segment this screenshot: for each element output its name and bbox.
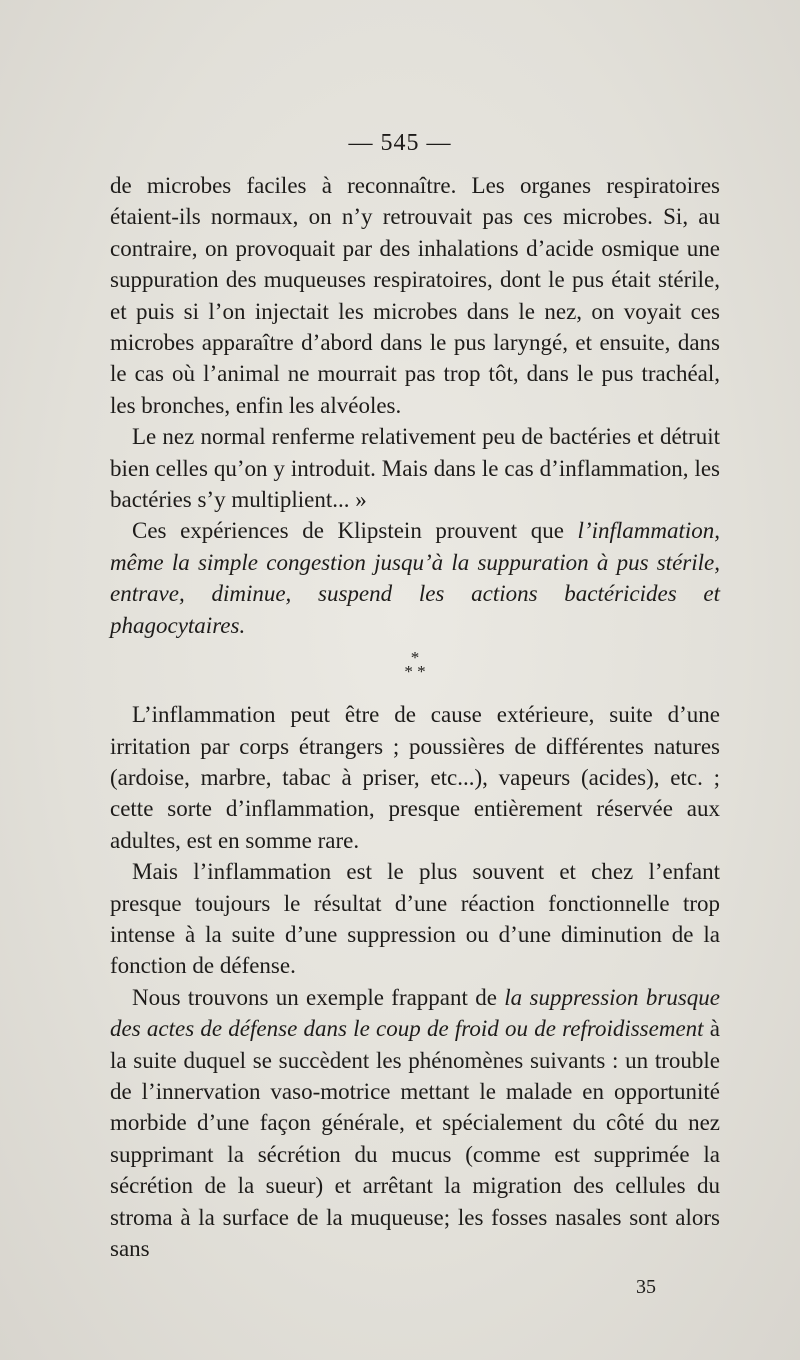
paragraph xyxy=(110,170,720,421)
text-run: à la suite duquel se succèdent les phénomènes suivants : un trouble de l’innervation vaso-motrice mettant le malade en opportunité morbide d’une façon générale, et spécialement du côté du nez supprimant la sécrétion du mucus (comme est supprimée la sécrétion de la sueur) et arrêtant la migration des cellules du stroma à la surface de la muqueuse; les fosses nasales sont alors sans xyxy=(110,1016,720,1261)
paragraph xyxy=(110,421,720,515)
italic-text: l’inflammation, même la simple congestion jusqu’à la suppuration à pus stérile, entrave, diminue, suspend les actions bactéricides et phagocytaires. xyxy=(110,518,720,638)
paragraph xyxy=(110,982,720,1265)
text-run: Nous trouvons un exemple frappant de xyxy=(132,984,505,1010)
text-run: Le nez normal renferme relativement peu de bactéries et détruit bien celles qu’on y introduit. Mais dans le cas d’inflammation, les bactéries s’y multiplient... » xyxy=(110,424,720,513)
paragraph xyxy=(110,515,720,641)
text-run: Ces expériences de Klipstein prouvent que xyxy=(132,518,578,544)
section-separator xyxy=(110,648,720,682)
body-text xyxy=(110,170,720,1264)
separator-star-bottom: * * xyxy=(404,662,426,682)
separator-star-top: * xyxy=(410,648,420,668)
paragraph xyxy=(110,856,720,982)
text-run: L’inflammation peut être de cause extérieure, suite d’une irritation par corps étrangers ; poussières de différentes natures (ardoise, marbre, tabac à priser, etc...), vapeurs (acides), etc. ; cette sorte d’inflammation, presque entièrement réservée aux adultes, est en somme rare. xyxy=(110,702,720,853)
text-run: de microbes faciles à reconnaître. Les organes respiratoires étaient-ils normaux, on n’y retrouvait pas ces microbes. Si, au contraire, on provoquait par des inhalations d’acide osmique une suppuration des muqueuses respiratoires, dont le pus était stérile, et puis si l’on injectait les microbes dans le nez, on voyait ces microbes apparaître d’abord dans le pus laryngé, et ensuite, dans le cas où l’animal ne mourrait pas trop tôt, dans le pus trachéal, les bronches, enfin les alvéoles. xyxy=(110,173,720,418)
page-number: — 545 — xyxy=(348,130,452,156)
signature-mark: 35 xyxy=(636,1276,656,1298)
paragraph xyxy=(110,699,720,856)
text-run: Mais l’inflammation est le plus souvent et chez l’enfant presque toujours le résultat d’une réaction fonctionnelle trop intense à la suite d’une suppression ou d’une diminution de la fonction de défense. xyxy=(110,859,720,979)
italic-text: la suppression brusque des actes de défense dans le coup de froid ou de refroidissement xyxy=(110,984,720,1042)
